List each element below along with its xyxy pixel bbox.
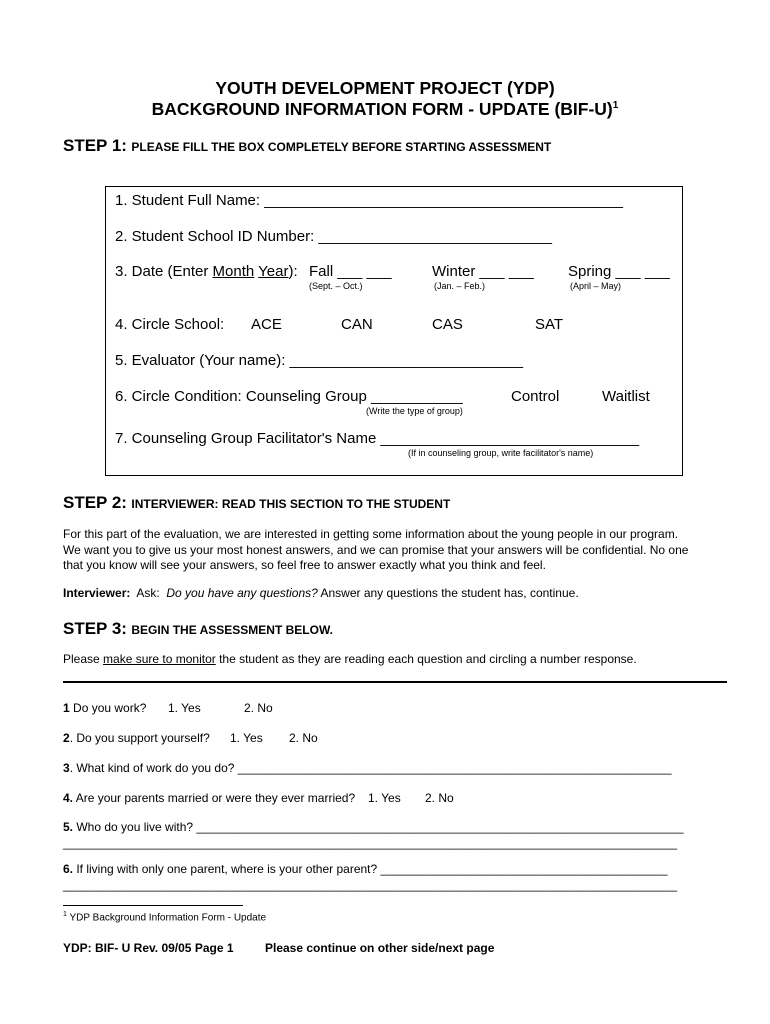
step3-label: STEP 3: [63,619,127,638]
question-5-line2[interactable]: ____________________________________________________________________________________________ [63,836,677,850]
fall-date-note: (Sept. – Oct.) [309,281,363,291]
footnote-text: YDP Background Information Form - Update [66,912,267,924]
ask-rest: Answer any questions the student has, continue. [317,586,579,600]
condition-option-waitlist[interactable]: Waitlist [602,388,650,405]
question-6-text: If living with only one parent, where is your other parent? ___________________________________________ [73,862,668,876]
question-1-number: 1 [63,701,70,715]
footnote-rule [63,905,243,906]
spring-date-note: (April – May) [570,281,622,291]
step2-paragraph-line2: We want you to give us your most honest answers, and we can promise that your answers will be confidential. No one [63,542,689,557]
question-4-text: Are your parents married or were they ever married? [73,791,356,805]
step3-instruction: BEGIN THE ASSESSMENT BELOW. [131,623,333,637]
school-option-can[interactable]: CAN [341,316,373,333]
winter-date-field[interactable]: Winter ___ ___ [432,263,534,280]
question-6-number: 6. [63,862,74,876]
question-4 [63,791,355,805]
question-2 [63,731,210,745]
date-label-prefix: 3. Date (Enter [115,263,213,280]
question-1-option-yes[interactable]: 1. Yes [168,701,201,715]
date-label-suffix: ): [288,263,298,280]
footer-revision: YDP: BIF- U Rev. 09/05 Page 1 [63,941,234,955]
step1-instruction: PLEASE FILL THE BOX COMPLETELY BEFORE STARTING ASSESSMENT [131,140,552,154]
question-4-option-no[interactable]: 2. No [425,791,454,805]
question-4-number: 4. [63,791,74,805]
date-year-label: Year [258,263,289,280]
footnote-mark: 1 [63,911,67,918]
facilitator-note: (If in counseling group, write facilitator's name) [408,448,594,458]
step2-heading [63,493,450,513]
school-option-ace[interactable]: ACE [251,316,282,333]
footnote [63,911,266,923]
step2-paragraph-line1: For this part of the evaluation, we are interested in getting some information about the young people in our program. [63,527,679,541]
step2-paragraph-line3: that you know will see your answers, so feel free to answer exactly what you think and feel. [63,558,546,572]
question-2-option-yes[interactable]: 1. Yes [230,731,263,745]
condition-counseling-field[interactable]: 6. Circle Condition: Counseling Group ___________ [115,388,463,405]
question-2-number: 2 [63,731,70,745]
question-3[interactable] [63,761,672,775]
evaluator-field[interactable]: 5. Evaluator (Your name): ____________________________ [115,352,524,369]
condition-option-control[interactable]: Control [511,388,560,405]
question-1 [63,701,146,715]
step1-heading [63,136,551,156]
question-3-text: . What kind of work do you do? _________________________________________________________________ [69,761,672,775]
school-label: 4. Circle School: [115,316,225,333]
step2-instruction: INTERVIEWER: READ THIS SECTION TO THE STUDENT [131,497,451,511]
interviewer-label: Interviewer: [63,586,131,600]
question-1-text: Do you work? [69,701,147,715]
step1-label: STEP 1: [63,136,127,155]
student-name-field[interactable]: 1. Student Full Name: ___________________________________________ [115,192,623,209]
footer-continue-note: Please continue on other side/next page [265,941,495,955]
fall-date-field[interactable]: Fall ___ ___ [309,263,392,280]
interviewer-instruction [63,586,579,600]
ask-label: Ask: [130,586,167,600]
form-title-line2 [0,99,770,120]
section-divider [63,681,727,683]
question-2-option-no[interactable]: 2. No [289,731,318,745]
spring-date-field[interactable]: Spring ___ ___ [568,263,670,280]
monitor-prefix: Please [63,652,104,666]
step3-heading [63,619,333,639]
question-5[interactable] [63,820,684,834]
monitor-rest: the student as they are reading each question and circling a number response. [215,652,637,666]
title-footnote-mark: 1 [612,100,619,112]
date-month-label: Month [212,263,255,280]
monitor-instruction [63,652,637,666]
school-option-cas[interactable]: CAS [432,316,463,333]
question-5-text: Who do you live with? _________________________________________________________________________ [73,820,684,834]
ask-question: Do you have any questions? [166,586,318,600]
question-6-line2[interactable]: ____________________________________________________________________________________________ [63,878,677,892]
monitor-emphasis: make sure to monitor [103,652,216,666]
condition-group-note: (Write the type of group) [366,406,463,416]
question-1-option-no[interactable]: 2. No [244,701,273,715]
date-label [115,263,298,280]
question-3-number: 3 [63,761,70,775]
school-option-sat[interactable]: SAT [535,316,564,333]
student-id-field[interactable]: 2. Student School ID Number: ____________________________ [115,228,553,245]
question-4-option-yes[interactable]: 1. Yes [368,791,401,805]
facilitator-name-field[interactable]: 7. Counseling Group Facilitator's Name _______________________________ [115,430,640,447]
form-title-line1: YOUTH DEVELOPMENT PROJECT (YDP) [215,78,555,98]
question-2-text: . Do you support yourself? [69,731,210,745]
winter-date-note: (Jan. – Feb.) [434,281,486,291]
step2-label: STEP 2: [63,493,127,512]
question-6[interactable] [63,862,668,876]
form-title-text: BACKGROUND INFORMATION FORM - UPDATE (BIF-U) [151,99,613,119]
question-5-number: 5. [63,820,74,834]
